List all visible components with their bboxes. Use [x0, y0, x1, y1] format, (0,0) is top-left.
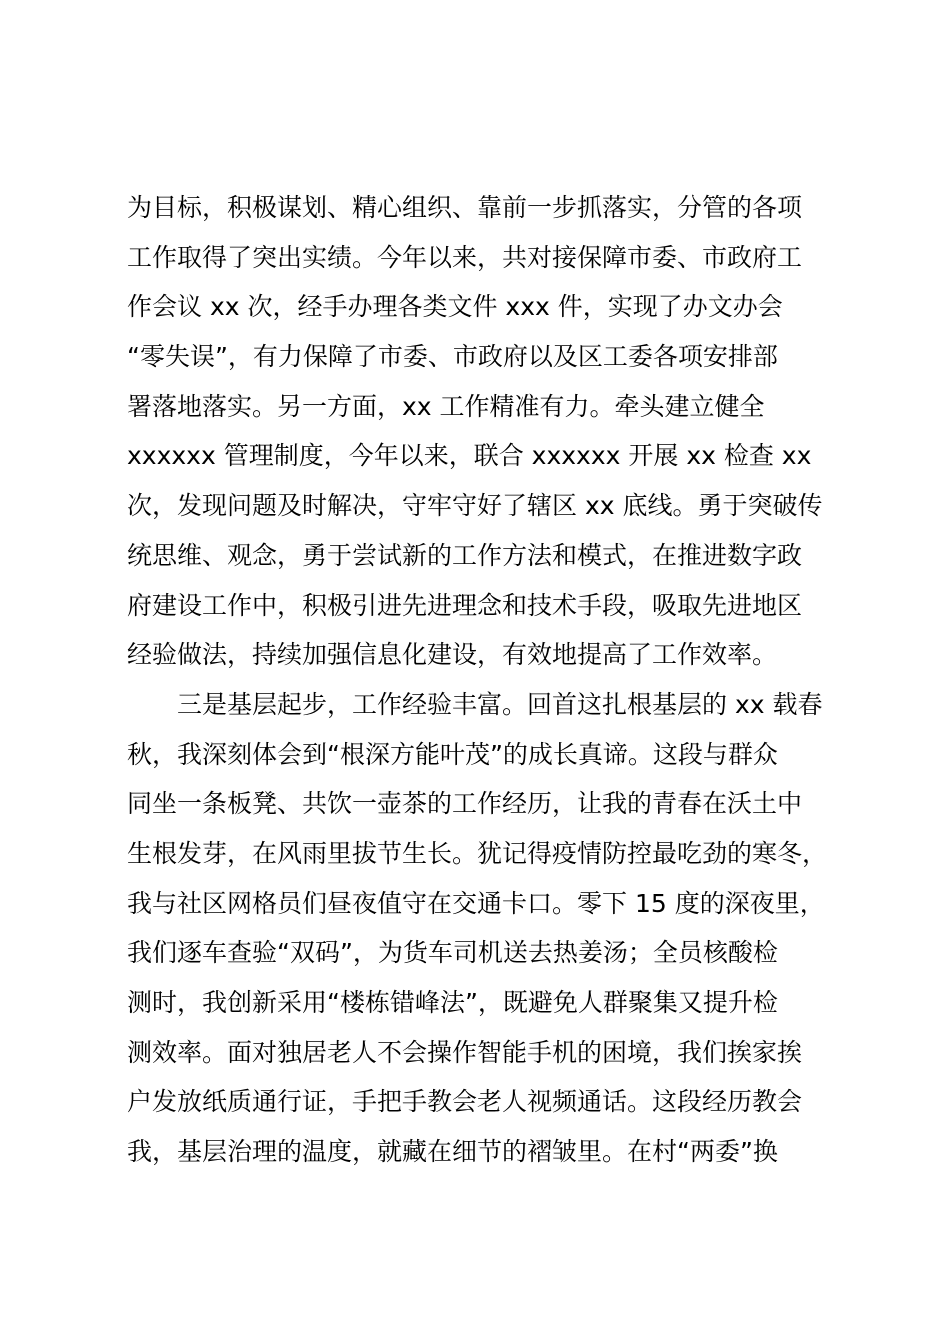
text-line: 我们逐车查验“双码”，为货车司机送去热姜汤；全员核酸检 — [127, 938, 778, 968]
text-line: “零失误”，有力保障了市委、市政府以及区工委各项安排部 — [127, 342, 778, 372]
body-text — [127, 183, 857, 1177]
paragraph-start-line: 三是基层起步，工作经验丰富。回首这扎根基层的 xx 载春 — [177, 689, 823, 719]
text-line: 测效率。面对独居老人不会操作智能手机的困境，我们挨家挨 — [127, 1037, 803, 1067]
text-line: 生根发芽，在风雨里拔节生长。犹记得疫情防控最吃劲的寒冬， — [127, 838, 828, 868]
text-line: 次，发现问题及时解决，守牢守好了辖区 xx 底线。勇于突破传 — [127, 491, 823, 521]
text-line: 署落地落实。另一方面，xx 工作精准有力。牵头建立健全 — [127, 391, 765, 421]
text-line: 测时，我创新采用“楼栋错峰法”，既避免人群聚集又提升检 — [127, 988, 778, 1017]
text-line: 府建设工作中，积极引进先进理念和技术手段，吸取先进地区 — [127, 590, 803, 620]
text-line: 作会议 xx 次，经手办理各类文件 xxx 件，实现了办文办会 — [127, 292, 783, 322]
text-line: xxxxxx 管理制度，今年以来，联合 xxxxxx 开展 xx 检查 xx — [127, 441, 812, 471]
text-line: 我，基层治理的温度，就藏在细节的褶皱里。在村“两委”换 — [127, 1137, 778, 1167]
text-line: 经验做法，持续加强信息化建设，有效地提高了工作效率。 — [127, 640, 778, 670]
text-line: 同坐一条板凳、共饮一壶茶的工作经历，让我的青春在沃土中 — [127, 789, 803, 819]
text-line: 秋，我深刻体会到“根深方能叶茂”的成长真谛。这段与群众 — [127, 739, 778, 769]
text-line: 为目标，积极谋划、精心组织、靠前一步抓落实，分管的各项 — [127, 193, 803, 222]
text-line: 我与社区网格员们昼夜值守在交通卡口。零下 15 度的深夜里， — [127, 888, 825, 918]
text-line: 户发放纸质通行证，手把手教会老人视频通话。这段经历教会 — [127, 1087, 803, 1117]
text-line: 工作取得了突出实绩。今年以来，共对接保障市委、市政府工 — [127, 242, 803, 272]
text-line: 统思维、观念，勇于尝试新的工作方法和模式，在推进数字政 — [127, 540, 803, 570]
